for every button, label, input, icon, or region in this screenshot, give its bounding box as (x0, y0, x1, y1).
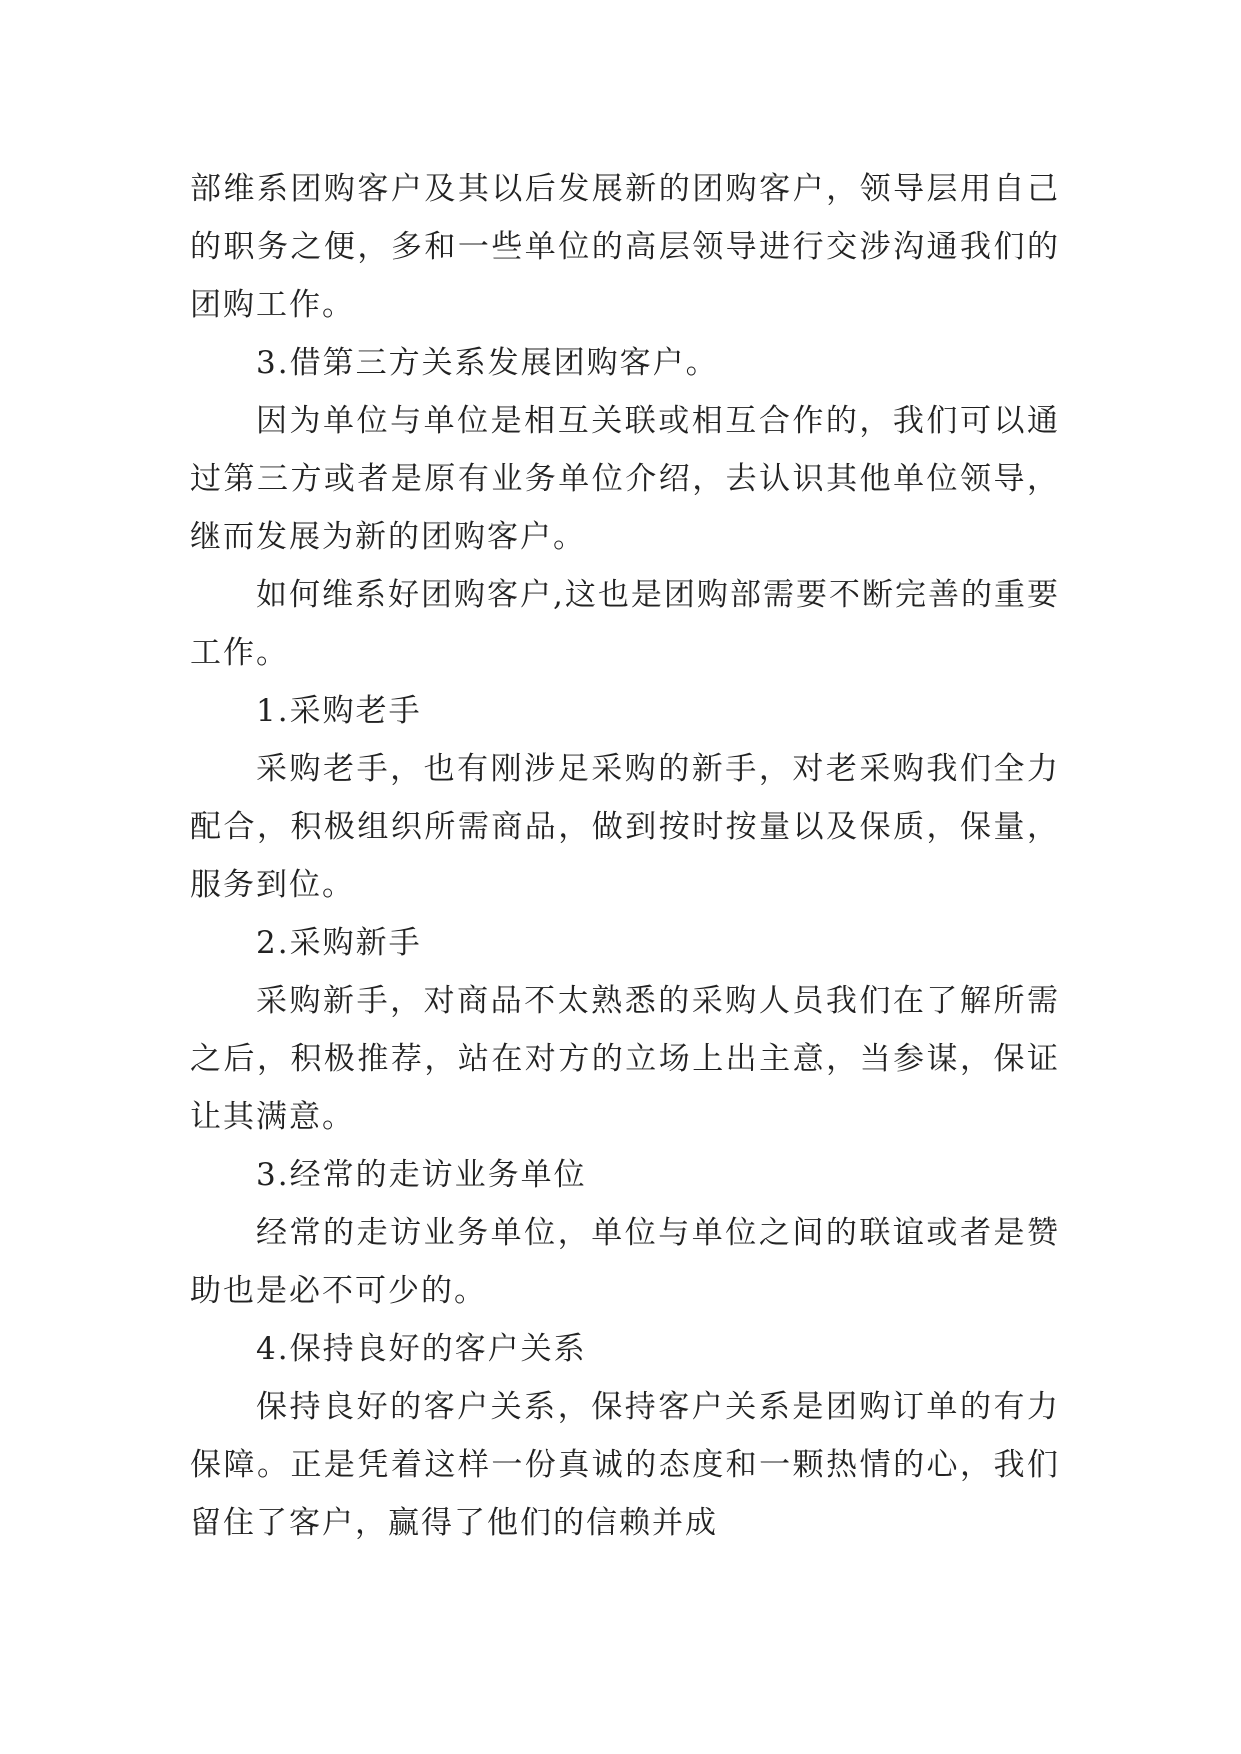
list-heading-3-third-party: 3.借第三方关系发展团购客户。 (256, 345, 719, 381)
paragraph-12: 保持良好的客户关系，保持客户关系是团购订单的有力保障。正是凭着这样一份真诚的态度和一颗热情的心，我们留住了客户，赢得了他们的信赖并成 (190, 1389, 1060, 1541)
document-body (190, 160, 1060, 1552)
paragraph-3: 因为单位与单位是相互关联或相互合作的，我们可以通过第三方或者是原有业务单位介绍，去认识其他单位领导，继而发展为新的团购客户。 (190, 403, 1060, 555)
paragraph-8: 采购新手，对商品不太熟悉的采购人员我们在了解所需之后，积极推荐，站在对方的立场上出主意，当参谋，保证让其满意。 (190, 983, 1060, 1135)
paragraph-10: 经常的走访业务单位，单位与单位之间的联谊或者是赞助也是必不可少的。 (190, 1215, 1060, 1309)
list-heading-4-relations: 4.保持良好的客户关系 (256, 1331, 587, 1367)
list-heading-3-visits: 3.经常的走访业务单位 (256, 1157, 587, 1193)
list-heading-1-veteran-buyers: 1.采购老手 (256, 693, 422, 729)
paragraph-1: 部维系团购客户及其以后发展新的团购客户，领导层用自己的职务之便，多和一些单位的高层领导进行交涉沟通我们的团购工作。 (190, 171, 1060, 323)
paragraph-4: 如何维系好团购客户,这也是团购部需要不断完善的重要工作。 (190, 577, 1060, 671)
list-heading-2-new-buyers: 2.采购新手 (256, 925, 422, 961)
paragraph-6: 采购老手，也有刚涉足采购的新手，对老采购我们全力配合，积极组织所需商品，做到按时按量以及保质，保量，服务到位。 (190, 751, 1060, 903)
